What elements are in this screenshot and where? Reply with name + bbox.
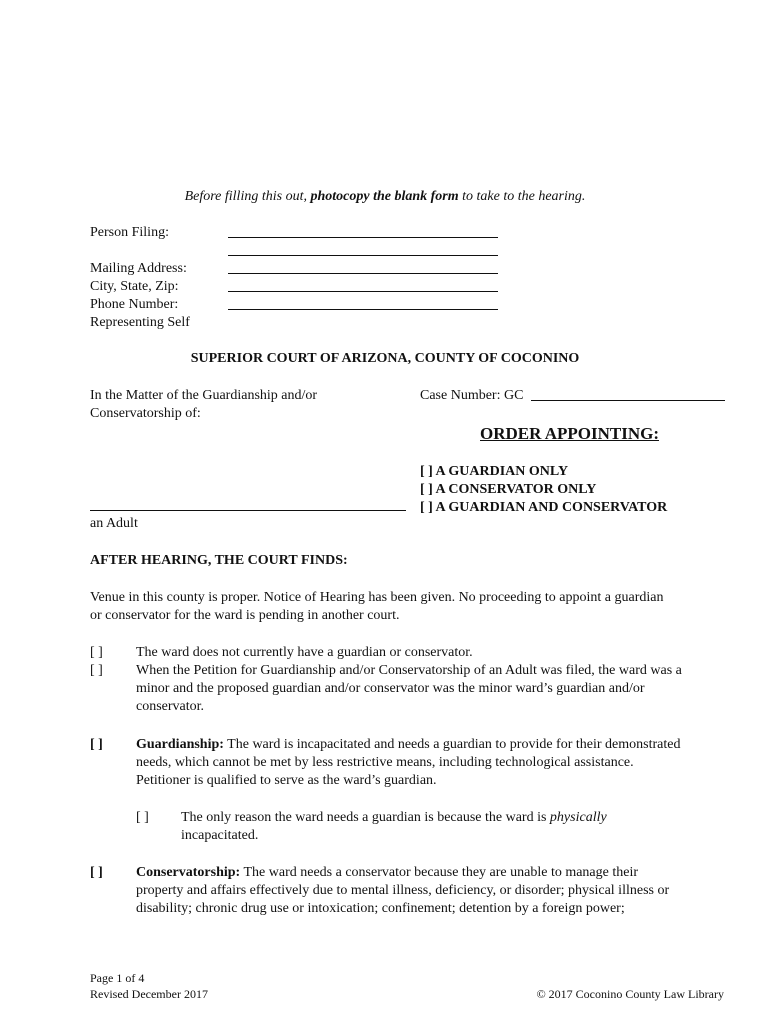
- person-filing-field-2[interactable]: [228, 255, 498, 256]
- mailing-address-field[interactable]: [228, 273, 498, 274]
- venue-line-2: or conservator for the ward is pending in another court.: [90, 608, 400, 623]
- conservatorship-line-1: [136, 864, 638, 882]
- guardianship-line-1: [136, 736, 680, 754]
- venue-line-1: Venue in this county is proper. Notice of Hearing has been given. No proceeding to appoint a guardian: [90, 590, 664, 605]
- person-filing-field[interactable]: [228, 237, 498, 238]
- revised-date: Revised December 2017: [90, 987, 208, 1001]
- copyright-notice: © 2017 Coconino County Law Library: [536, 987, 724, 1001]
- no-guardian-text: The ward does not currently have a guardian or conservator.: [136, 645, 473, 660]
- ward-name-field[interactable]: [90, 510, 406, 511]
- court-title: SUPERIOR COURT OF ARIZONA, COUNTY OF COCONINO: [190, 351, 580, 366]
- physical-incapacity-italic: physically: [549, 810, 607, 825]
- minor-petition-line-3: conservator.: [136, 699, 205, 714]
- physical-incapacity-line-2: incapacitated.: [181, 828, 259, 843]
- order-appointing-title: ORDER APPOINTING:: [480, 424, 659, 443]
- city-state-zip-field[interactable]: [228, 291, 498, 292]
- an-adult-label: an Adult: [90, 516, 138, 531]
- page-number: Page 1 of 4: [90, 971, 145, 985]
- phone-number-field[interactable]: [228, 309, 498, 310]
- minor-petition-line-1: When the Petition for Guardianship and/or Conservatorship of an Adult was filed, the ward was a: [136, 663, 682, 678]
- physical-incapacity-line-1: [181, 809, 607, 827]
- notice-text-bold: photocopy the blank form: [310, 189, 459, 204]
- order-option-conservator[interactable]: [ ] A CONSERVATOR ONLY: [420, 482, 597, 497]
- findings-heading: AFTER HEARING, THE COURT FINDS:: [90, 553, 348, 568]
- person-filing-label: Person Filing:: [90, 225, 169, 240]
- physical-incapacity-text: The only reason the ward needs a guardian is because the ward is: [181, 810, 550, 825]
- guardianship-line-3: Petitioner is qualified to serve as the ward’s guardian.: [136, 773, 437, 788]
- case-number-field[interactable]: [531, 400, 725, 401]
- city-state-zip-label: City, State, Zip:: [90, 279, 179, 294]
- conservatorship-line-1-text: The ward needs a conservator because they are unable to manage their: [240, 865, 639, 880]
- notice-text-after: to take to the hearing.: [458, 189, 586, 204]
- minor-petition-line-2: minor and the proposed guardian and/or conservator was the minor ward’s guardian and/or: [136, 681, 645, 696]
- conservatorship-line-3: disability; chronic drug use or intoxication; confinement; detention by a foreign power;: [136, 901, 625, 916]
- matter-line-2: Conservatorship of:: [90, 406, 201, 421]
- photocopy-notice: [0, 188, 770, 206]
- guardianship-label: Guardianship:: [136, 737, 224, 752]
- no-guardian-checkbox[interactable]: [ ]: [90, 645, 103, 660]
- mailing-address-label: Mailing Address:: [90, 261, 187, 276]
- order-option-guardian[interactable]: [ ] A GUARDIAN ONLY: [420, 464, 569, 479]
- conservatorship-checkbox[interactable]: [ ]: [90, 865, 103, 880]
- guardianship-line-1-text: The ward is incapacitated and needs a guardian to provide for their demonstrated: [223, 737, 681, 752]
- order-option-both[interactable]: [ ] A GUARDIAN AND CONSERVATOR: [420, 500, 668, 515]
- conservatorship-label: Conservatorship:: [136, 865, 241, 880]
- guardianship-line-2: needs, which cannot be met by less restrictive means, including technological assistance.: [136, 755, 634, 770]
- representing-self-label: Representing Self: [90, 315, 190, 330]
- phone-number-label: Phone Number:: [90, 297, 179, 312]
- case-number-label: Case Number: GC: [420, 388, 524, 403]
- notice-text-before: Before filling this out,: [184, 189, 311, 204]
- guardianship-checkbox[interactable]: [ ]: [90, 737, 103, 752]
- minor-petition-checkbox[interactable]: [ ]: [90, 663, 103, 678]
- conservatorship-line-2: property and affairs effectively due to mental illness, deficiency, or disorder; physical illness or: [136, 883, 670, 898]
- physical-incapacity-checkbox[interactable]: [ ]: [136, 810, 149, 825]
- matter-line-1: In the Matter of the Guardianship and/or: [90, 388, 318, 403]
